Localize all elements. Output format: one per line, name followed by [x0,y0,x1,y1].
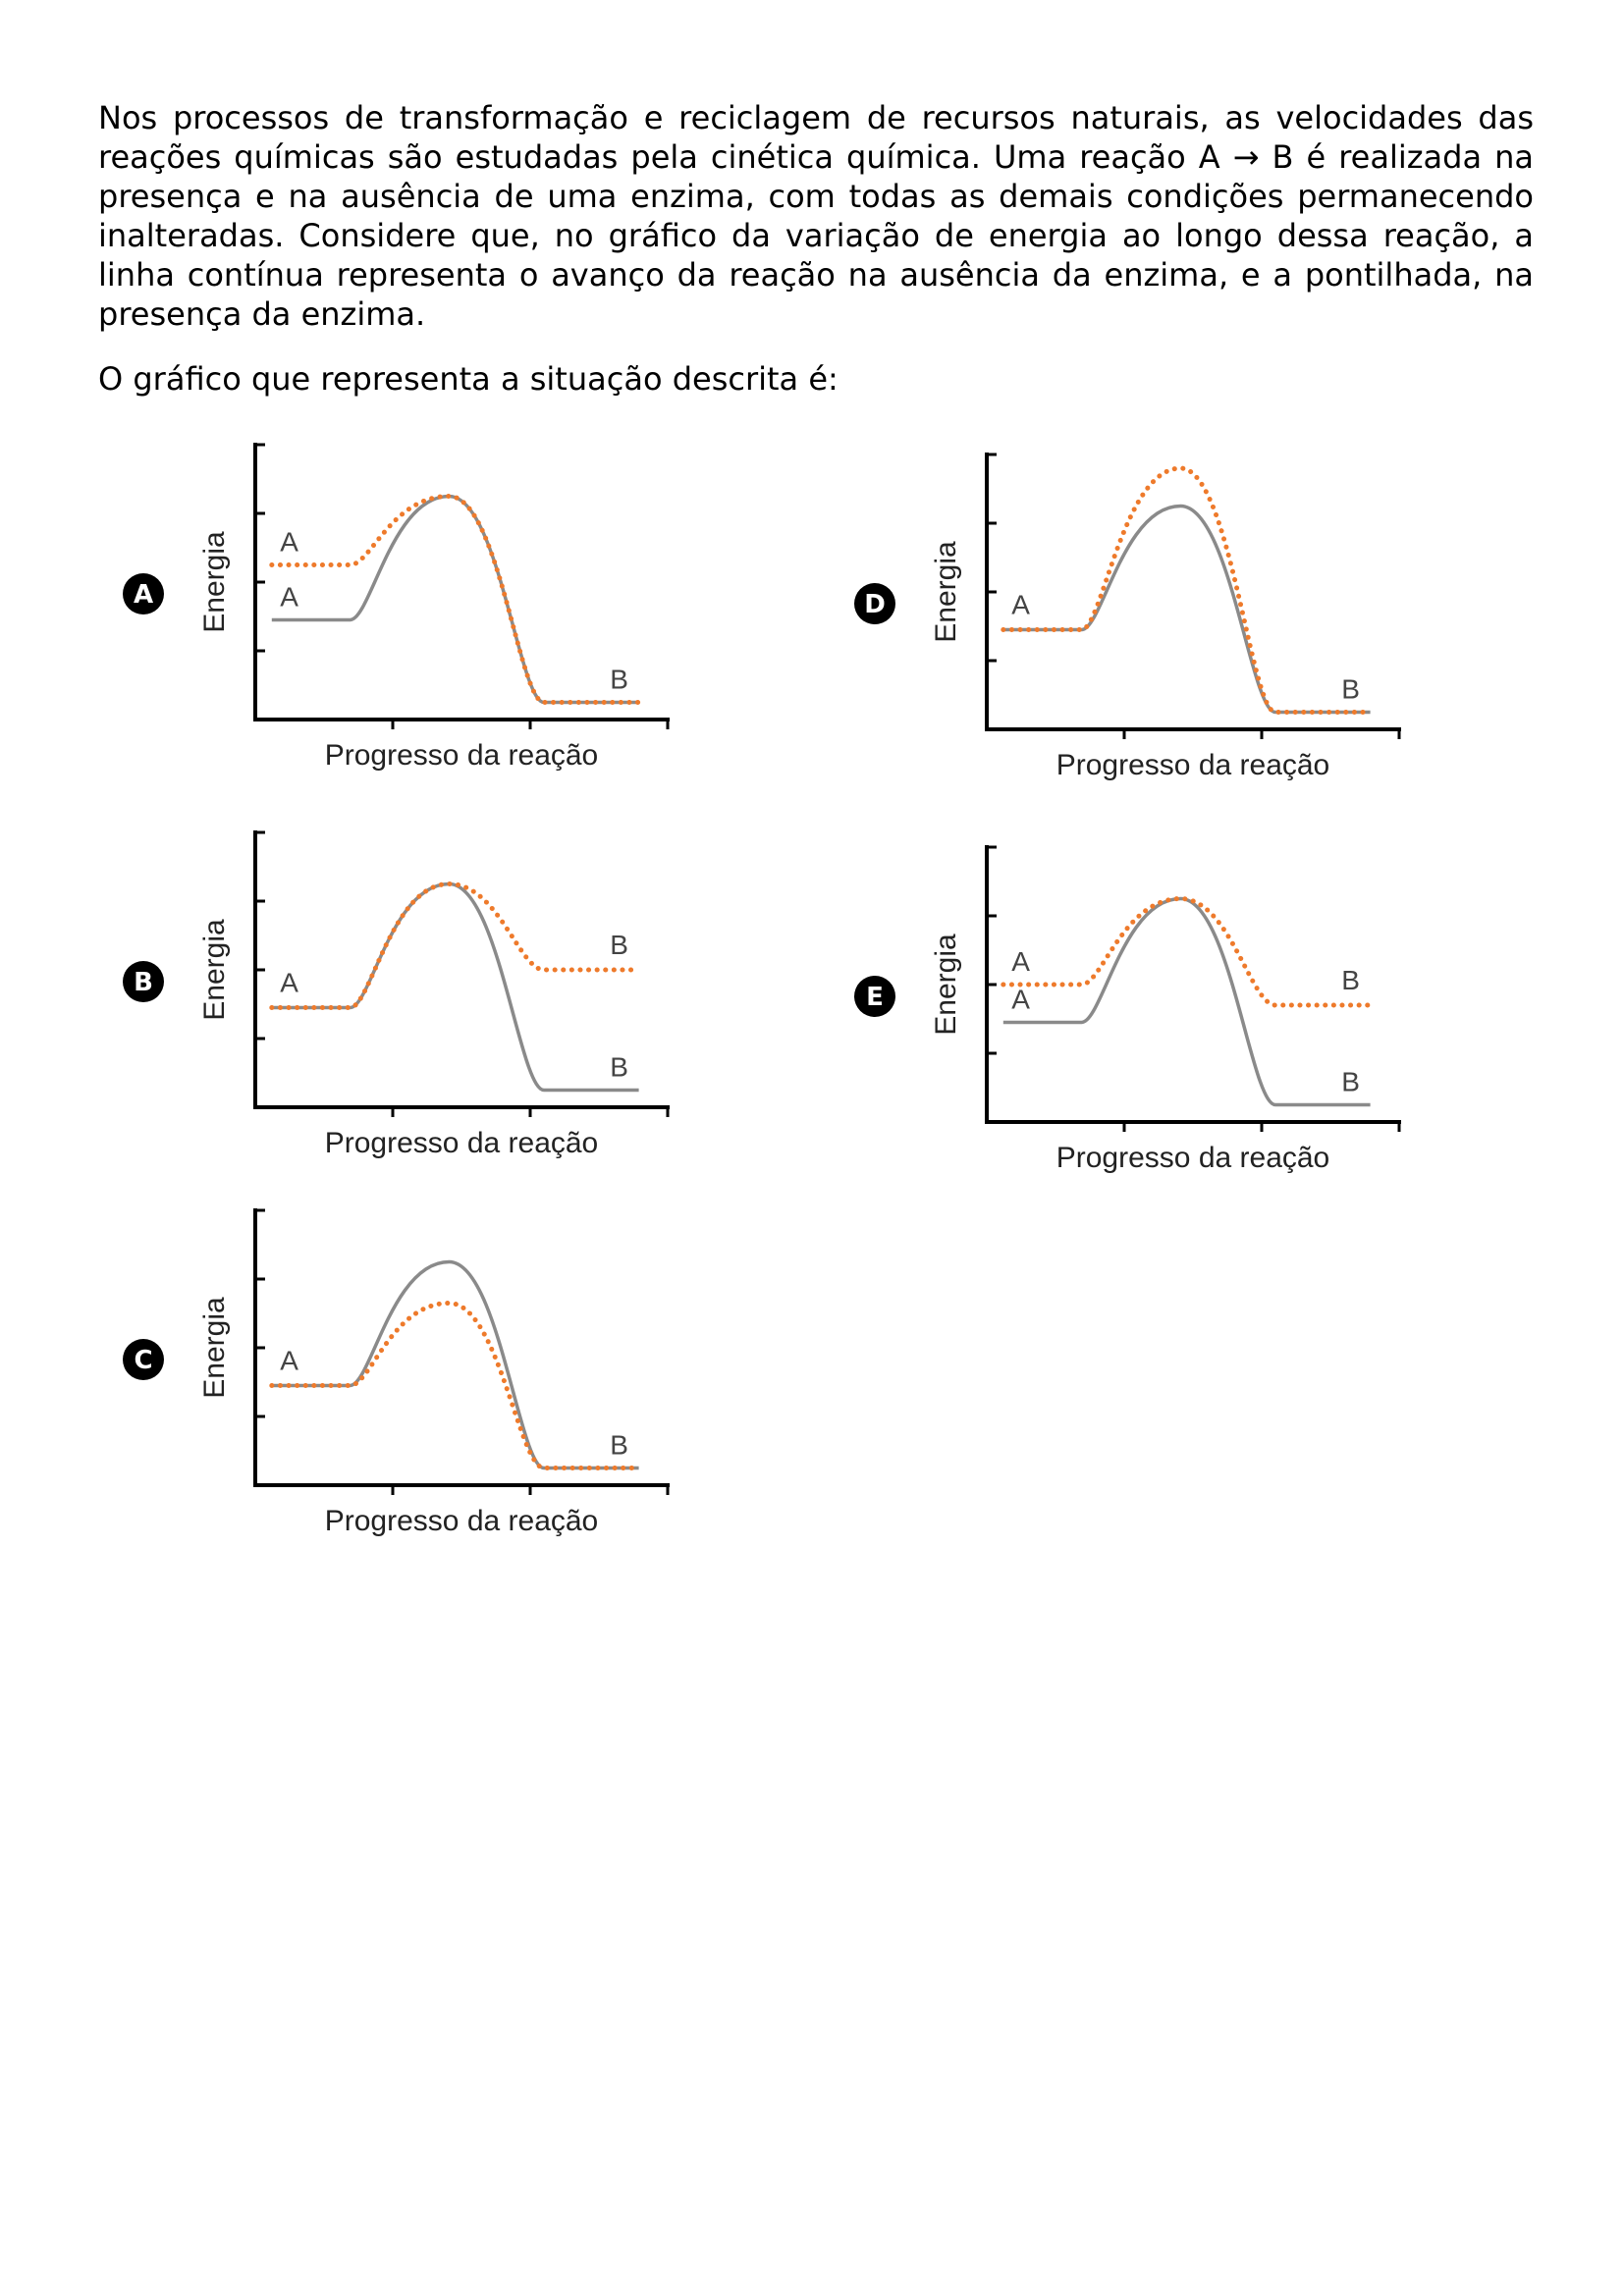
question-statement: Nos processos de transformação e reciclagem de recursos naturais, as velocidades das reações químicas são estudadas pela cinética química. Uma reação A → B é realizada na presença e na ausência de uma enzima, com todas as demais condições permanecendo inalteradas. Considere que, no gráfico da variação de energia ao longo dessa reação, a linha contínua representa o avanço da reação na ausência da enzima, e a pontilhada, na presença da enzima. [98,99,1534,333]
solid-line-no-enzyme [1003,507,1371,713]
option-a-chart[interactable] [118,437,707,790]
label-a: A [280,1345,298,1376]
x-axis-label: Progresso da reação [1056,749,1330,781]
axes [987,847,1399,1122]
label-a-top: A [280,526,298,558]
y-axis-label: Energia [930,541,962,643]
dotted-line-with-enzyme [272,497,639,703]
x-axis-label: Progresso da reação [324,1127,599,1159]
badge-letter: B [134,968,153,997]
label-b-top: B [610,930,628,960]
x-axis-label: Progresso da reação [324,1505,599,1537]
y-axis-label: Energia [198,531,231,633]
solid-line-no-enzyme [272,1262,639,1468]
label-b-bottom: B [610,1051,628,1083]
label-b: B [1341,673,1360,705]
dotted-line-with-enzyme [1003,899,1371,1006]
axes [255,1210,668,1485]
label-b-bottom: B [1341,1066,1360,1097]
label-a: A [1011,589,1030,620]
option-badge[interactable] [854,583,895,624]
y-axis-label: Energia [198,919,231,1021]
label-a-bottom: A [1011,984,1030,1015]
label-b: B [610,664,628,695]
option-b-chart[interactable] [118,825,707,1178]
solid-line-no-enzyme [272,884,639,1091]
label-a-bottom: A [280,581,298,613]
label-a-top: A [1011,946,1030,977]
option-badge[interactable] [123,1339,164,1380]
badge-letter: C [134,1346,153,1375]
option-d-chart[interactable] [849,447,1438,800]
option-badge[interactable] [123,573,164,614]
badge-letter: A [133,580,154,610]
dotted-line-with-enzyme [272,884,639,1008]
option-badge[interactable] [123,961,164,1002]
badge-letter: E [866,983,884,1012]
x-axis-label: Progresso da reação [1056,1142,1330,1174]
option-c-chart[interactable] [118,1202,707,1556]
label-b: B [610,1429,628,1461]
option-badge[interactable] [854,976,895,1017]
y-axis-label: Energia [930,934,962,1036]
badge-letter: D [864,590,886,619]
dotted-line-with-enzyme [1003,468,1371,713]
y-axis-label: Energia [198,1297,231,1399]
question-prompt: O gráfico que representa a situação descrita é: [98,360,839,398]
axes [987,454,1399,729]
label-a: A [280,967,298,998]
label-b-top: B [1341,965,1360,995]
solid-line-no-enzyme [1003,899,1371,1105]
solid-line-no-enzyme [272,497,639,703]
axes [255,445,668,720]
x-axis-label: Progresso da reação [324,739,599,772]
option-e-chart[interactable] [849,839,1438,1193]
